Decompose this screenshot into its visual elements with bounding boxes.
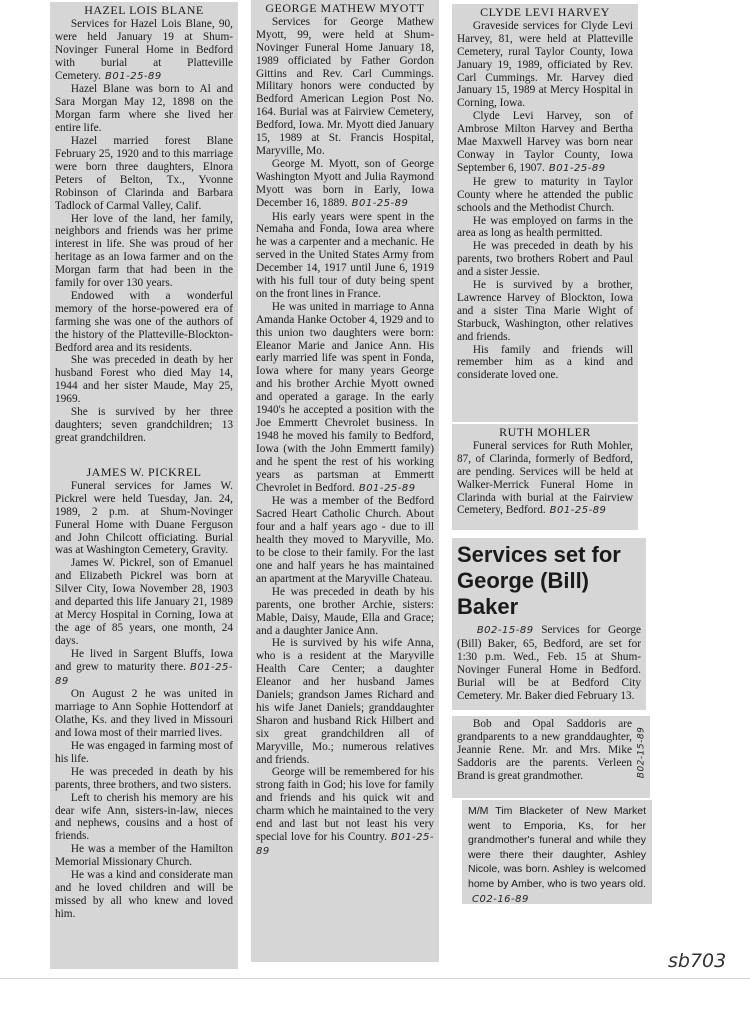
obituary-heading: HAZEL LOIS BLANE <box>84 3 204 17</box>
paragraph: George will be remembered for his strong faith in God; his love for family and friends and his quick wit and charm which he maintained to the very end and last but not least his very special love for his Country. B01-25-89 <box>256 766 434 857</box>
paragraph: James W. Pickrel, son of Emanuel and Elizabeth Pickrel was born at Silver City, Iowa November 28, 1903 and departed this life January 21, 1989 at Mercy Hospital in Corning, Iowa at the age of 85 years, one month, 24 days. <box>55 557 233 647</box>
notice-headline: Services set for George (Bill) Baker <box>457 542 621 619</box>
paragraph: His family and friends will remember him as a kind and considerate loved one. <box>457 343 633 382</box>
paragraph: He was preceded in death by his parents, three brothers, and two sisters. <box>55 765 233 791</box>
paragraph: He was united in marriage to Anna Amanda Hanke October 4, 1929 and to this union two daughters were born: Eleanor Marie and Janice Ann. His early married life was spent in Fonda, Iowa where for many years George and his brother Archie Myott owned and operated a garage. In the early 1940's he accepted a position with the Joe Emmertt Chevrolet business. In 1948 he moved his family to Bedford, Iowa (with the John Emmertt family) and he spent the rest of his working years as partsman at Emmertt Chevrolet in Bedford. B01-25-89 <box>256 300 434 494</box>
page-number-mark: sb703 <box>668 950 727 972</box>
paragraph: His early years were spent in the Nemaha and Fonda, Iowa area where he was a carpenter and a mechanic. He served in the United States Army from December 14, 1917 until June 6, 1919 with his full tour of duty being spent on the front lines in France. <box>256 210 434 300</box>
paragraph: Bob and Opal Saddoris are grandparents to a new granddaughter, Jeannie Rene. Mr. and Mrs. Mike Saddoris are the parents. Verleen Brand is great grandmother. <box>457 718 632 782</box>
handwritten-date-note: B01-25-89 <box>256 832 434 857</box>
paragraph: Left to cherish his memory are his dear wife Ann, sisters-in-law, nieces and nephews, cousins and a host of friends. <box>55 791 233 843</box>
paragraph: He lived in Sargent Bluffs, Iowa and grew to maturity there. B01-25-89 <box>55 647 233 687</box>
handwritten-date-note: B01-25-89 <box>548 162 606 174</box>
handwritten-date-note: B01-25-89 <box>105 70 162 82</box>
paragraph: He is survived by his wife Anna, who is a resident at the Maryville Health Care Center; a daughter Eleanor and her husband James Daniels; grandson James Richard and his wife Janet Daniels; granddaughter Sharon and husband Rick Hilbert and six great grandchildren all of Maryville, Mo.; numerous relatives and friends. <box>256 637 434 766</box>
notice-ruth-mohler <box>452 424 638 530</box>
paragraph: He was a member of the Hamilton Memorial Missionary Church. <box>55 843 233 869</box>
paragraph: He grew to maturity in Taylor County where he attended the public schools and the Methodist Church. <box>457 175 633 214</box>
paragraph: Her love of the land, her family, neighbors and friends was her prime interest in life. She was proud of her heritage as an Iowa farmer and on the Morgan farm that had been in the family for over 130 years. <box>55 212 233 290</box>
birth-notice-blacketer <box>462 800 652 904</box>
handwritten-date-note: C02-16-89 <box>472 893 529 904</box>
paragraph: He is survived by a brother, Lawrence Harvey of Blockton, Iowa and a sister Tina Marie Wight of Starbuck, Washington, other relatives and friends. <box>457 279 633 343</box>
paragraph: Graveside services for Clyde Levi Harvey, 81, were held at Platteville Cemetery, rural Taylor County, Iowa January 19, 1989, officiated by Rev. Carl Cummings. Mr. Harvey died January 15, 1989 at Mercy Hospital in Corning, Iowa. <box>457 19 633 110</box>
paragraph: George M. Myott, son of George Washington Myott and Julia Raymond Myott was born in Early, Iowa December 16, 1889. B01-25-89 <box>256 157 434 209</box>
handwritten-date-note: B02-15-89 <box>476 625 534 636</box>
notice-heading: RUTH MOHLER <box>499 425 591 439</box>
paragraph: Hazel Blane was born to Al and Sara Morgan May 12, 1898 on the Morgan farm where she lived her entire life. <box>55 83 233 135</box>
paragraph: He was engaged in farming most of his life. <box>55 740 233 765</box>
notice-george-bill-baker <box>452 538 646 710</box>
paragraph: Endowed with a wonderful memory of the horse-powered era of farming she was one of the authors of the history of the Platteville-Blockton-Bedford area and its residents. <box>55 289 233 354</box>
paragraph: She is survived by her three daughters; seven grandchildren; 13 great grandchildren. <box>55 406 233 444</box>
paragraph: He was a kind and considerate man and he loved children and will be missed by all who knew and loved him. <box>55 869 233 920</box>
handwritten-date-note: B02-15-89 <box>636 726 647 779</box>
paragraph: Clyde Levi Harvey, son of Ambrose Milton Harvey and Bertha Mae Maxwell Harvey was born near Conway in Taylor County, Iowa September 6, 1907. B01-25-89 <box>457 110 633 174</box>
obituary-george-mathew-myott <box>251 0 439 962</box>
obituary-clyde-levi-harvey <box>452 4 638 422</box>
obituary-heading: GEORGE MATHEW MYOTT <box>265 1 425 15</box>
obituary-james-w-pickrel <box>50 464 238 969</box>
paragraph: She was preceded in death by her husband Forest who died May 14, 1944 and her sister Maude, May 25, 1969. <box>55 354 233 406</box>
handwritten-date-note: B01-25-89 <box>55 661 233 687</box>
paragraph: He was a member of the Bedford Sacred Heart Catholic Church. About four and a half years ago - due to ill health they moved to Maryville, Mo. to be close to their family. For the last one and half years he has maintained an apartment at the Maryville Chateau. <box>256 495 434 585</box>
paragraph: B02-15-89 Services for George (Bill) Baker, 65, Bedford, are set for 1:30 p.m. Wed., Feb. 15 at Shum-Novinger Funeral Home in Bedford. Burial will be at Bedford City Cemetery. Mr. Baker died February 13. <box>457 624 642 702</box>
paragraph: He was preceded in death by his parents, one brother Archie, sisters: Mable, Daisy, Maude, Ella and Grace; and a daughter Janice Ann. <box>256 585 434 637</box>
paragraph: He was employed on farms in the area as long as health permitted. <box>457 214 633 240</box>
paragraph: M/M Tim Blacketer of New Market went to Emporia, Ks, for her grandmother's funeral and while they were there their daughter, Ashley Nicole, was born. Ashley is welcomed home by Amber, who is two years old. <box>468 805 646 890</box>
handwritten-date-note: B01-25-89 <box>549 505 607 517</box>
obituary-heading: CLYDE LEVI HARVEY <box>480 5 610 19</box>
paragraph: Services for Hazel Lois Blane, 90, were held January 19 at Shum-Novinger Funeral Home in Bedford with burial at Platteville Cemetery. B01-25-89 <box>55 17 233 82</box>
paragraph: Hazel married forest Blane February 25, 1920 and to this marriage were born three daughters, Elnora Peters of Belton, Tx., Yvonne Robinson of Clarinda and Barbara Tadlock of Carmal Valley, Calif. <box>55 135 233 212</box>
paragraph: On August 2 he was united in marriage to Ann Sophie Hottendorf at Olathe, Ks. and they lived in Missouri and Iowa most of their married lives. <box>55 688 233 740</box>
obituary-hazel-lois-blane <box>50 2 238 464</box>
birth-notice-saddoris <box>452 716 650 798</box>
paragraph: He was preceded in death by his parents, two brothers Robert and Paul and a sister Jessie. <box>457 240 633 279</box>
paragraph: Funeral services for Ruth Mohler, 87, of Clarinda, formerly of Bedford, are pending. Services will be held at Walker-Merrick Funeral Home in Clarinda with burial at the Fairview Cemetery, Bedford. B01-25-89 <box>457 439 633 517</box>
handwritten-date-note: B01-25-89 <box>351 197 409 209</box>
handwritten-date-note: B01-25-89 <box>358 482 416 494</box>
page-bottom-line <box>0 978 750 979</box>
obituary-heading: JAMES W. PICKREL <box>86 465 202 479</box>
paragraph: Funeral services for James W. Pickrel were held Tuesday, Jan. 24, 1989, 2 p.m. at Shum-Novinger Funeral Home with Duane Ferguson and John Chilcott officiating. Burial was at Washington Cemetery, Gravity. <box>55 479 233 557</box>
paragraph: Services for George Mathew Myott, 99, were held at Shum-Novinger Funeral Home January 18, 1989 officiated by Father Gordon Gittins and Rev. Carl Cummings. Military honors were conducted by Bedford American Legion Post No. 164. Burial was at Fairview Cemetery, Bedford, Iowa. Mr. Myott died January 15, 1989 at St. Francis Hospital, Maryville, Mo. <box>256 15 434 157</box>
